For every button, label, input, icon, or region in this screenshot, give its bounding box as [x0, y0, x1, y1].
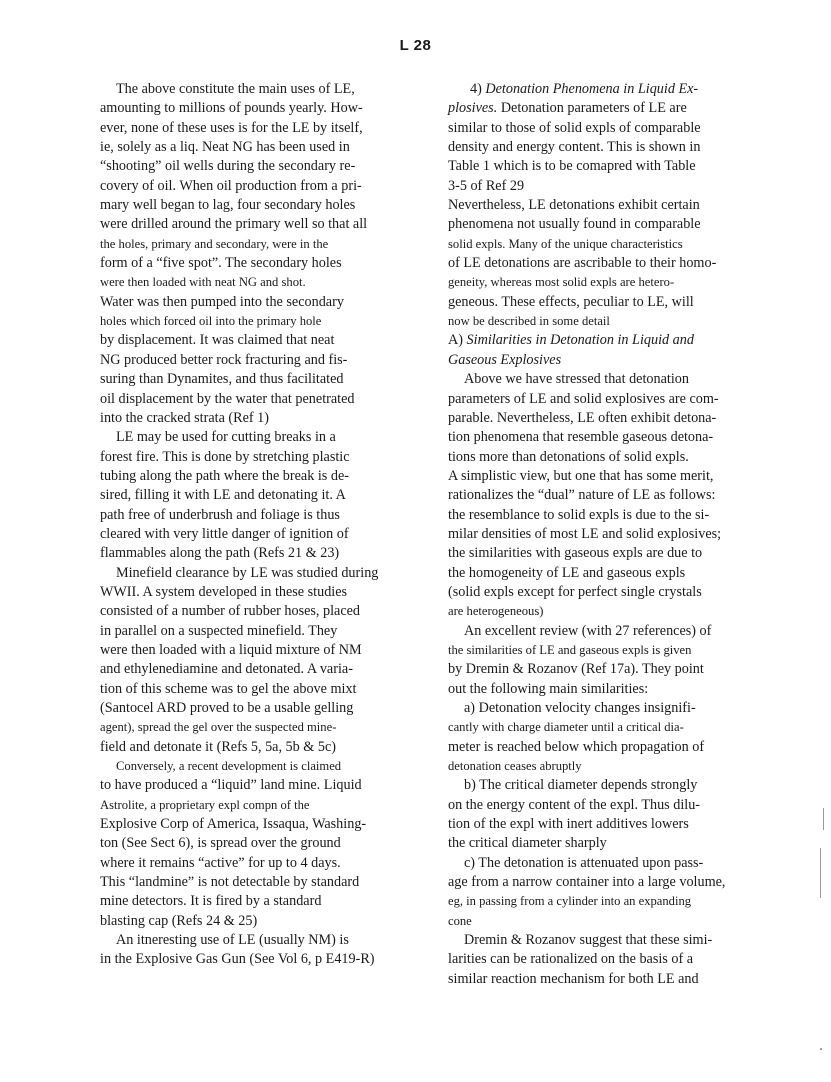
text-line: rationalizes the “dual” nature of LE as follows: [448, 487, 716, 504]
text-line: parable. Nevertheless, LE often exhibit detona- [448, 409, 717, 426]
text-line: similar reaction mechanism for both LE and [448, 970, 699, 987]
scan-mark [820, 1048, 822, 1050]
text-line: Explosive Corp of America, Issaqua, Washing- [100, 816, 367, 833]
text-line: sired, filling it with LE and detonating it. A [100, 487, 346, 504]
text-line: similar to those of solid expls of comparable [448, 119, 701, 136]
scan-mark [823, 808, 824, 830]
text-line: Astrolite, a proprietary expl compn of the [100, 797, 310, 812]
left-column [100, 80, 405, 970]
text-line: are heterogeneous) [448, 604, 544, 619]
text-line: on the energy content of the expl. Thus dilu- [448, 796, 701, 813]
text-line: ton (See Sect 6), is spread over the ground [100, 835, 341, 852]
text-line: out the following main similarities: [448, 680, 649, 697]
text-line: tion of the expl with inert additives lowers [448, 816, 689, 833]
page-number: L 28 [399, 37, 432, 54]
text-line: by displacement. It was claimed that neat [100, 332, 335, 349]
text-line: covery of oil. When oil production from a pri- [100, 177, 362, 194]
text-line: agent), spread the gel over the suspected mine- [100, 720, 337, 735]
text-line: were then loaded with neat NG and shot. [100, 275, 306, 290]
text-line: c) The detonation is attenuated upon pass- [464, 854, 704, 871]
text-line: the critical diameter sharply [448, 835, 607, 852]
text-line: 4) Detonation Phenomena in Liquid Ex- [470, 81, 699, 97]
text-line: the holes, primary and secondary, were in the [100, 236, 329, 251]
text-line: WWII. A system developed in these studies [100, 583, 348, 600]
scan-mark [820, 848, 821, 898]
text-line: geneous. These effects, peculiar to LE, will [448, 293, 694, 310]
text-line: tion phenomena that resemble gaseous detona- [448, 429, 714, 446]
text-line: Conversely, a recent development is claimed [116, 759, 342, 774]
text-line: in parallel on a suspected minefield. They [100, 622, 338, 639]
text-line: NG produced better rock fracturing and fis- [100, 351, 348, 368]
text-line: tubing along the path where the break is de- [100, 467, 349, 484]
text-line: Water was then pumped into the secondary [100, 293, 344, 310]
text-line: to have produced a “liquid” land mine. Liquid [100, 777, 362, 794]
text-line: density and energy content. This is shown in [448, 139, 701, 156]
right-column [448, 80, 760, 989]
text-line: cone [448, 913, 472, 928]
text-line: phenomena not usually found in comparable [448, 216, 701, 233]
text-line: holes which forced oil into the primary hole [100, 314, 322, 329]
text-line: tions more than detonations of solid expls. [448, 448, 689, 465]
text-line: An excellent review (with 27 references) of [464, 622, 712, 639]
text-line: mary well began to lag, four secondary holes [100, 197, 356, 214]
text-line: A) Similarities in Detonation in Liquid and [448, 332, 694, 349]
text-line: field and detonate it (Refs 5, 5a, 5b & 5c) [100, 738, 336, 755]
text-line: blasting cap (Refs 24 & 25) [100, 912, 258, 929]
text-line: solid expls. Many of the unique characteristics [448, 236, 683, 251]
text-line: LE may be used for cutting breaks in a [116, 429, 336, 446]
text-line: (Santocel ARD proved to be a usable gelling [100, 700, 354, 716]
text-line: flammables along the path (Refs 21 & 23) [100, 545, 340, 562]
text-line: of LE detonations are ascribable to their homo- [448, 255, 717, 272]
text-line: geneity, whereas most solid expls are hetero- [448, 275, 675, 290]
text-line: by Dremin & Rozanov (Ref 17a). They point [448, 661, 704, 678]
text-line: suring than Dynamites, and thus facilitated [100, 371, 344, 388]
text-line: “shooting” oil wells during the secondary re- [100, 158, 356, 175]
text-line: the similarities of LE and gaseous expls is given [448, 642, 692, 657]
text-line: oil displacement by the water that penetrated [100, 390, 355, 407]
text-line: the resemblance to solid expls is due to the si- [448, 506, 710, 523]
text-line: forest fire. This is done by stretching plastic [100, 448, 350, 465]
text-line: the similarities with gaseous expls are due to [448, 545, 703, 562]
text-line: into the cracked strata (Ref 1) [100, 409, 269, 426]
text-line: cantly with charge diameter until a critical dia- [448, 720, 684, 735]
text-line: form of a “five spot”. The secondary holes [100, 255, 342, 272]
text-line: Above we have stressed that detonation [464, 371, 689, 388]
text-line: Nevertheless, LE detonations exhibit certain [448, 197, 700, 214]
text-line: Minefield clearance by LE was studied during [116, 564, 379, 581]
text-line: were then loaded with a liquid mixture of NM [100, 641, 362, 658]
text-line: 3-5 of Ref 29 [448, 177, 525, 194]
text-line: parameters of LE and solid explosives are com- [448, 390, 719, 407]
text-line: plosives. Detonation parameters of LE are [448, 100, 687, 117]
text-line: now be described in some detail [448, 314, 610, 329]
text-line: in the Explosive Gas Gun (See Vol 6, p E419-R) [100, 951, 375, 968]
text-line: (solid expls except for perfect single crystals [448, 583, 702, 600]
text-line: milar densities of most LE and solid explosives; [448, 525, 722, 542]
text-line: cleared with very little danger of ignition of [100, 525, 349, 542]
text-line: b) The critical diameter depends strongly [464, 777, 698, 794]
text-line: An itneresting use of LE (usually NM) is [116, 932, 349, 949]
text-line: ie, solely as a liq. Neat NG has been used in [100, 139, 350, 156]
text-line: ever, none of these uses is for the LE by itself, [100, 119, 363, 136]
text-line: age from a narrow container into a large volume, [448, 874, 726, 891]
text-line: consisted of a number of rubber hoses, placed [100, 603, 361, 620]
text-line: tion of this scheme was to gel the above mixt [100, 680, 357, 697]
text-line: a) Detonation velocity changes insignifi- [464, 700, 696, 716]
text-line: Table 1 which is to be comapred with Table [448, 158, 696, 175]
text-line: detonation ceases abruptly [448, 759, 582, 774]
text-line: amounting to millions of pounds yearly. How- [100, 100, 363, 117]
text-line: mine detectors. It is fired by a standard [100, 893, 322, 910]
text-line: A simplistic view, but one that has some merit, [448, 467, 714, 484]
text-line: where it remains “active” for up to 4 days. [100, 854, 341, 871]
text-line: Gaseous Explosives [448, 351, 562, 368]
text-line: and ethylenediamine and detonated. A varia- [100, 661, 353, 678]
text-line: path free of underbrush and foliage is thus [100, 506, 340, 523]
text-line: This “landmine” is not detectable by standard [100, 874, 360, 891]
text-line: were drilled around the primary well so that all [100, 216, 368, 233]
text-line: meter is reached below which propagation of [448, 738, 705, 755]
text-line: eg, in passing from a cylinder into an expanding [448, 894, 692, 909]
text-line: Dremin & Rozanov suggest that these simi- [464, 932, 713, 949]
text-line: larities can be rationalized on the basis of a [448, 951, 694, 968]
text-line: the homogeneity of LE and gaseous expls [448, 564, 686, 581]
text-line: The above constitute the main uses of LE, [116, 81, 355, 97]
